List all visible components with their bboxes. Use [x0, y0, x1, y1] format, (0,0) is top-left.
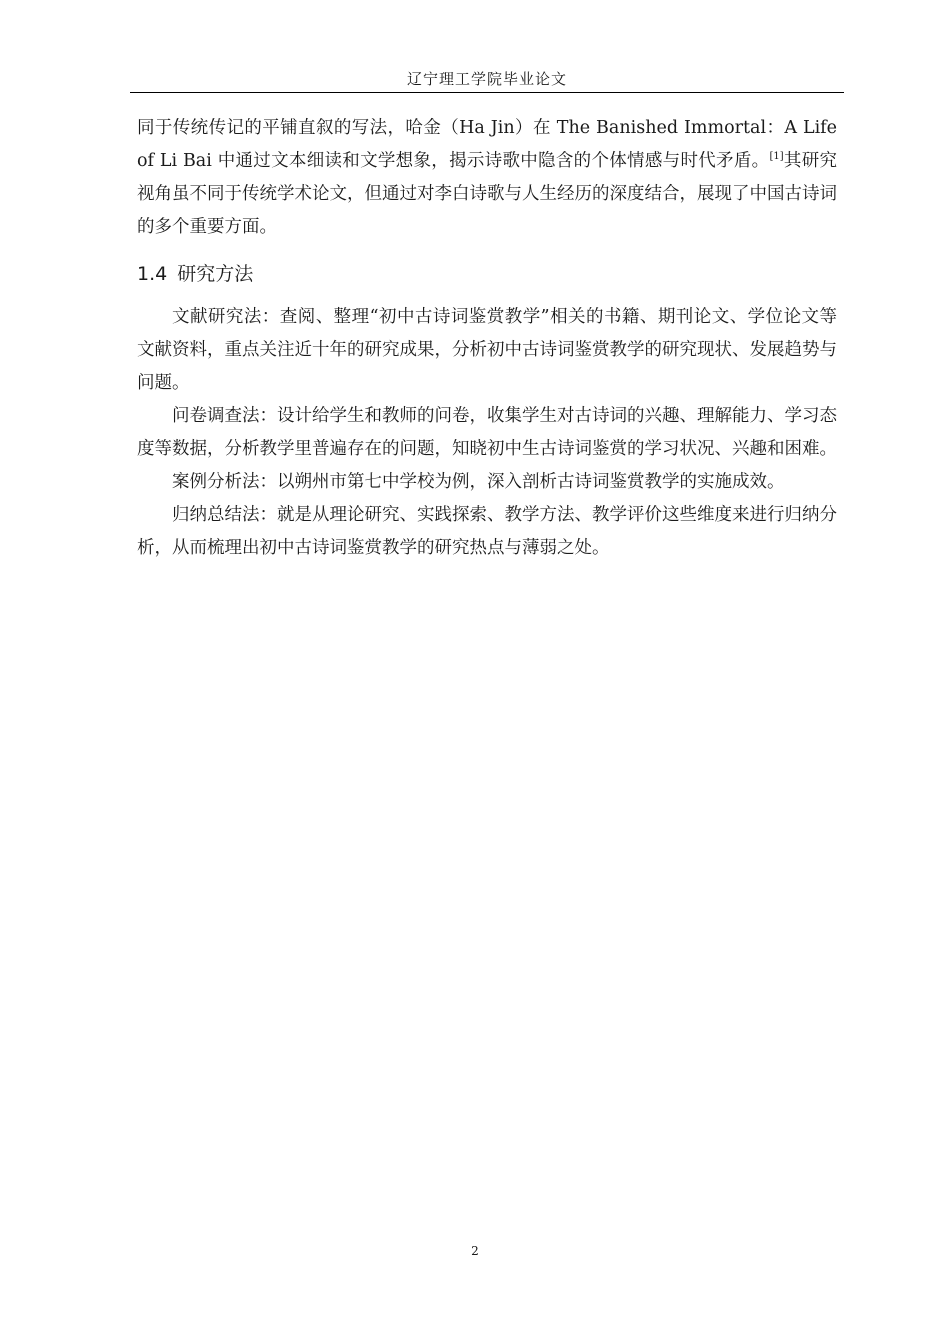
citation-marker: [1] — [769, 151, 784, 162]
section-number: 1.4 — [137, 263, 168, 285]
method-questionnaire: 问卷调查法：设计给学生和教师的问卷，收集学生对古诗词的兴趣、理解能力、学习态度等数据，分析教学里普遍存在的问题，知晓初中生古诗词鉴赏的学习状况、兴趣和困难。 — [137, 406, 837, 459]
page-number: 2 — [471, 1244, 479, 1258]
method-case-analysis: 案例分析法：以朔州市第七中学校为例，深入剖析古诗词鉴赏教学的实施成效。 — [172, 472, 785, 492]
intro-text: 同于传统传记的平铺直叙的写法，哈金（Ha Jin）在 The Banished Immortal：A Life of Li Bai 中通过文本细读和文学想象，揭示诗歌中隐含的个体情感与时代矛盾。 — [137, 118, 837, 171]
document-body — [137, 112, 837, 565]
intro-text-after: 其研究视角虽不同于传统学术论文，但通过对李白诗歌与人生经历的深度结合，展现了中国古诗词的多个重要方面。 — [137, 151, 838, 237]
section-title: 研究方法 — [177, 263, 254, 285]
method-literature: 文献研究法：查阅、整理“初中古诗词鉴赏教学”相关的书籍、期刊论文、学位论文等文献资料，重点关注近十年的研究成果，分析初中古诗词鉴赏教学的研究现状、发展趋势与问题。 — [137, 307, 837, 393]
intro-paragraph — [137, 112, 837, 244]
page-header: 辽宁理工学院毕业论文 — [130, 68, 844, 93]
section-heading — [137, 259, 837, 289]
method-induction: 归纳总结法：就是从理论研究、实践探索、教学方法、教学评价这些维度来进行归纳分析，从而梳理出初中古诗词鉴赏教学的研究热点与薄弱之处。 — [137, 505, 837, 558]
